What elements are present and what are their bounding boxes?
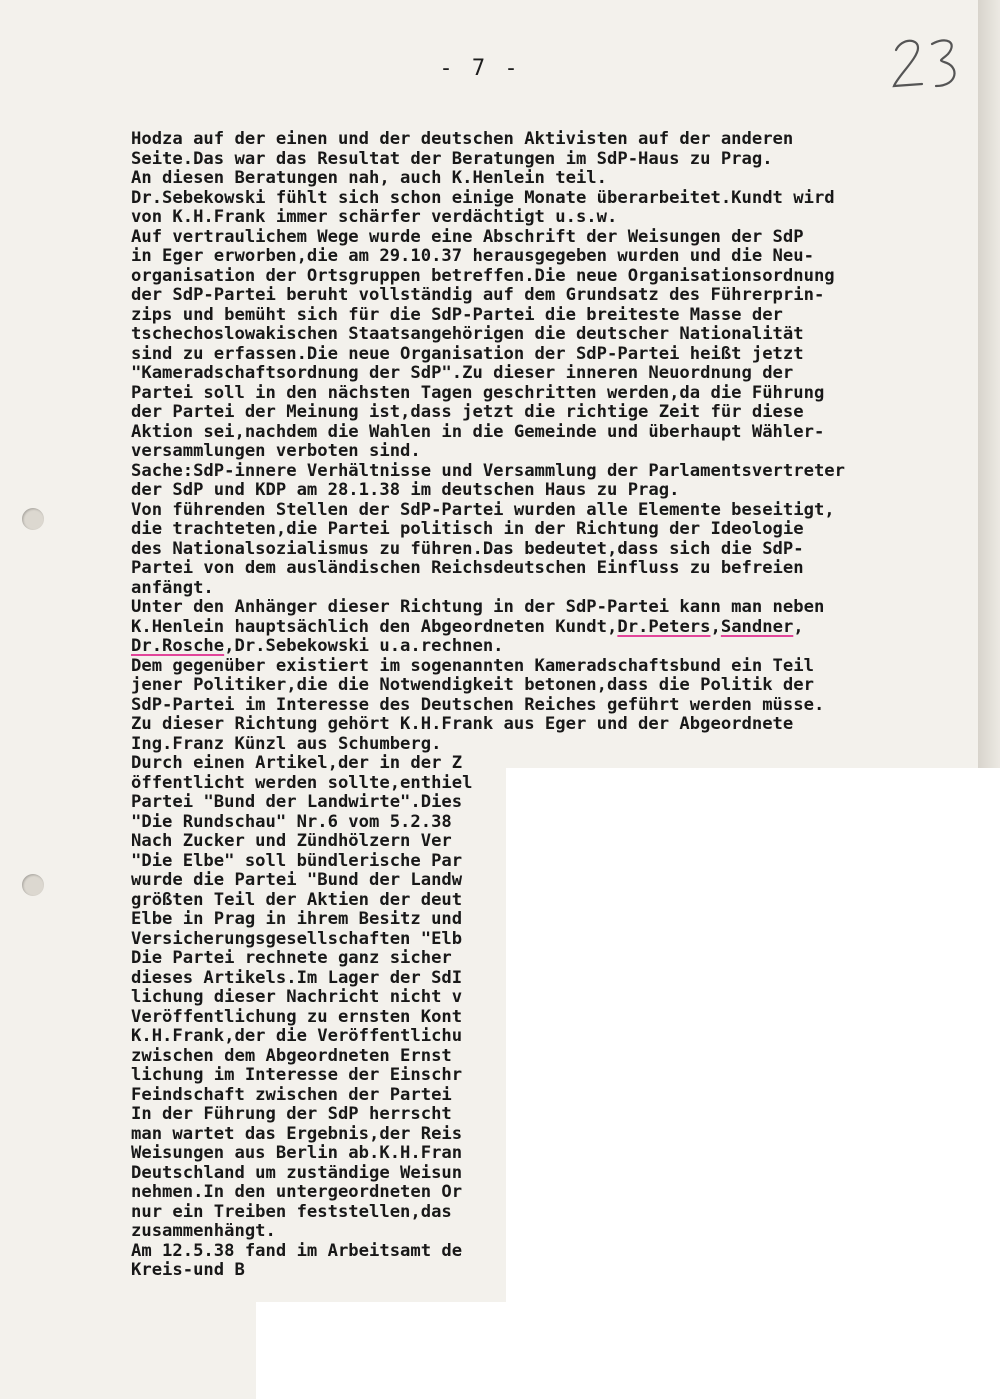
text-line: Aktion sei,nachdem die Wahlen in die Gemeinde und überhaupt Wähler-: [131, 422, 825, 442]
redaction-block: [256, 1302, 506, 1399]
text-line: Unter den Anhänger dieser Richtung in der SdP-Partei kann man neben: [131, 598, 825, 617]
text-line: der SdP und KDP am 28.1.38 im deutschen Haus zu Prag.: [131, 481, 680, 500]
text-line: in Eger erworben,die am 29.10.37 herausgegeben wurden und die Neu-: [131, 247, 814, 266]
text-line: Die Partei rechnete ganz sicher: [131, 949, 452, 968]
text-line: Dem gegenüber existiert im sogenannten Kameradschaftsbund ein Teil: [131, 656, 814, 676]
text-line: Feindschaft zwischen der Partei: [131, 1085, 452, 1105]
text-line: Partei "Bund der Landwirte".Dies: [131, 793, 463, 812]
text-line: öffentlicht werden sollte,enthiel: [131, 773, 473, 793]
text-line: Elbe in Prag in ihrem Besitz und: [131, 910, 463, 929]
text-line: jener Politiker,die die Notwendigkeit betonen,dass die Politik der: [131, 676, 814, 695]
text-line: Sache:SdP-innere Verhältnisse und Versammlung der Parlamentsvertreter: [131, 461, 845, 481]
text-line: Weisungen aus Berlin ab.K.H.Fran: [131, 1144, 463, 1163]
text-line: Partei von dem ausländischen Reichsdeutschen Einfluss zu befreien: [131, 559, 804, 578]
text-line: die trachteten,die Partei politisch in der Richtung der Ideologie: [131, 520, 804, 539]
text-line: dieses Artikels.Im Lager der SdI: [131, 968, 463, 988]
text-line: anfängt.: [131, 578, 214, 598]
text-line: Veröffentlichung zu ernsten Kont: [131, 1007, 463, 1027]
text-line: lichung im Interesse der Einschr: [131, 1066, 463, 1085]
text-line: Dr.Rosche,Dr.Sebekowski u.a.rechnen.: [131, 637, 504, 656]
text-line: "Kameradschaftsordnung der SdP".Zu dieser inneren Neuordnung der: [131, 364, 794, 383]
text-line: wurde die Partei "Bund der Landw: [131, 871, 463, 890]
text-line: Durch einen Artikel,der in der Z: [131, 754, 463, 773]
text-line: Partei soll in den nächsten Tagen geschritten werden,da die Führung: [131, 383, 825, 403]
text-line: Zu dieser Richtung gehört K.H.Frank aus Eger und der Abgeordnete: [131, 715, 794, 734]
text-line: Von führenden Stellen der SdP-Partei wurden alle Elemente beseitigt,: [131, 500, 835, 520]
page-number: - 7 -: [439, 56, 521, 81]
text-line: Auf vertraulichem Wege wurde eine Abschrift der Weisungen der SdP: [131, 227, 804, 247]
text-line: nur ein Treiben feststellen,das: [131, 1202, 452, 1222]
text-line: SdP-Partei im Interesse des Deutschen Reiches geführt werden müsse.: [131, 695, 825, 715]
text-line: der Partei der Meinung ist,dass jetzt die richtige Zeit für diese: [131, 403, 804, 422]
text-line: zwischen dem Abgeordneten Ernst: [131, 1046, 452, 1066]
redaction-block: [506, 768, 1000, 1399]
text-line: Nach Zucker und Zündhölzern Ver: [131, 832, 452, 851]
punch-hole: [22, 874, 44, 896]
text-line: Seite.Das war das Resultat der Beratungen im SdP-Haus zu Prag.: [131, 149, 773, 169]
text-line: An diesen Beratungen nah, auch K.Henlein teil.: [131, 169, 607, 188]
text-line: Hodza auf der einen und der deutschen Aktivisten auf der anderen: [131, 130, 794, 149]
punch-hole: [22, 508, 44, 530]
text-line: Ing.Franz Künzl aus Schumberg.: [131, 734, 442, 754]
text-line: Deutschland um zuständige Weisun: [131, 1163, 463, 1183]
text-line: "Die Rundschau" Nr.6 vom 5.2.38: [131, 812, 452, 832]
text-line: man wartet das Ergebnis,der Reis: [131, 1124, 463, 1144]
text-line: Versicherungsgesellschaften "Elb: [131, 929, 463, 949]
text-line: Am 12.5.38 fand im Arbeitsamt de: [131, 1241, 463, 1261]
text-line: organisation der Ortsgruppen betreffen.Die neue Organisationsordnung: [131, 266, 835, 286]
text-line: tschechoslowakischen Staatsangehörigen die deutscher Nationalität: [131, 325, 804, 344]
text-line: Kreis-und B: [131, 1261, 245, 1280]
text-line: K.H.Frank,der die Veröffentlichu: [131, 1027, 463, 1046]
text-line: lichung dieser Nachricht nicht v: [131, 988, 463, 1007]
text-line: von K.H.Frank immer schärfer verdächtigt u.s.w.: [131, 208, 618, 227]
text-line: der SdP-Partei beruht vollständig auf dem Grundsatz des Führerprin-: [131, 286, 825, 305]
text-line: nehmen.In den untergeordneten Or: [131, 1183, 463, 1202]
handwritten-23-mark: [888, 32, 968, 92]
text-line: Dr.Sebekowski fühlt sich schon einige Monate überarbeitet.Kundt wird: [131, 188, 835, 208]
text-line: zips und bemüht sich für die SdP-Partei die breiteste Masse der: [131, 305, 783, 325]
text-line: K.Henlein hauptsächlich den Abgeordneten Kundt,Dr.Peters,Sandner,: [131, 617, 804, 637]
text-line: zusammenhängt.: [131, 1222, 276, 1241]
text-line: größten Teil der Aktien der deut: [131, 890, 463, 910]
text-line: sind zu erfassen.Die neue Organisation der SdP-Partei heißt jetzt: [131, 344, 804, 364]
text-line: versammlungen verboten sind.: [131, 442, 421, 461]
text-line: "Die Elbe" soll bündlerische Par: [131, 851, 463, 871]
handwritten-page-number: [888, 32, 968, 92]
text-line: des Nationalsozialismus zu führen.Das bedeutet,dass sich die SdP-: [131, 539, 804, 559]
text-line: In der Führung der SdP herrscht: [131, 1105, 452, 1124]
